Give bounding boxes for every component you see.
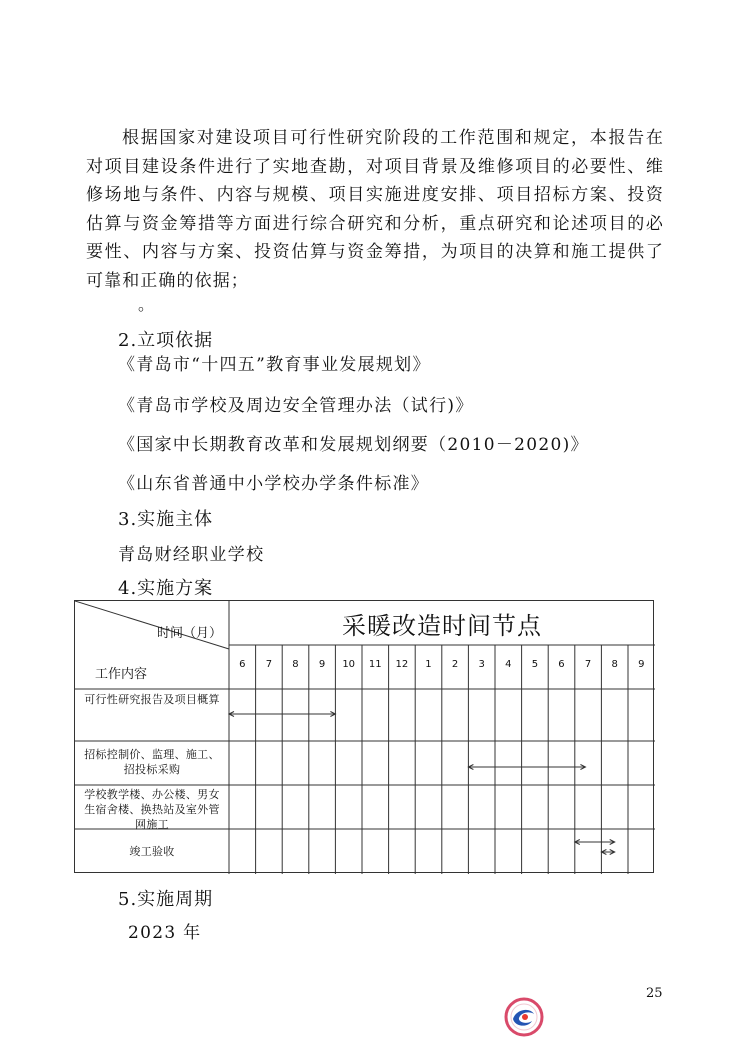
- basis-item-2: 《青岛市学校及周边安全管理办法（试行)》: [118, 396, 474, 416]
- month-header: 5: [531, 659, 539, 670]
- corner-time-label: 时间（月）: [157, 626, 223, 641]
- month-header: 7: [265, 659, 273, 670]
- task-construction: 学校教学楼、办公楼、男女生宿舍楼、换热站及室外管网施工: [84, 788, 220, 831]
- basis-heading: 2.立项依据: [118, 330, 214, 351]
- plan-heading: 4.实施方案: [118, 578, 214, 599]
- gantt-title: 采暖改造时间节点: [342, 611, 542, 640]
- month-header: 7: [584, 659, 592, 670]
- subject-text: 青岛财经职业学校: [118, 545, 265, 565]
- subject-heading: 3.实施主体: [118, 509, 214, 530]
- period-text: 2023 年: [128, 923, 202, 943]
- task-acceptance: 竣工验收: [129, 845, 175, 858]
- month-header: 11: [368, 659, 382, 670]
- period-heading: 5.实施周期: [118, 889, 214, 910]
- gantt-table: [74, 600, 654, 873]
- month-header: 1: [425, 659, 432, 670]
- school-emblem-icon: [504, 997, 544, 1037]
- basis-item-4: 《山东省普通中小学校办学条件标准》: [118, 474, 430, 494]
- month-header: 3: [478, 659, 485, 670]
- timeline-arrow: [468, 765, 585, 770]
- month-header: 2: [451, 659, 459, 670]
- task-feasibility: 可行性研究报告及项目概算: [84, 693, 220, 706]
- timeline-arrow: [601, 850, 614, 855]
- basis-item-3: 《国家中长期教育改革和发展规划纲要（2010－2020)》: [118, 435, 589, 455]
- month-header: 9: [318, 659, 326, 670]
- month-header: 9: [638, 659, 645, 670]
- month-header: 12: [395, 659, 409, 670]
- stray-period: 。: [138, 295, 155, 314]
- intro-paragraph: 根据国家对建设项目可行性研究阶段的工作范围和规定，本报告在对项目建设条件进行了实地查勘，对项目背景及维修项目的必要性、维修场地与条件、内容与规模、项目实施进度安排、项目招标方案、投资估算与资金筹措等方面进行综合研究和分析，重点研究和论述项目的必要性、内容与方案、投资估算与资金筹措，为项目的决算和施工提供了可靠和正确的依据；: [86, 128, 664, 291]
- month-header: 6: [558, 659, 565, 670]
- timeline-arrow: [575, 840, 615, 845]
- basis-item-1: 《青岛市“十四五”教育事业发展规划》: [118, 355, 431, 375]
- task-bidding: 招标控制价、监理、施工、招投标采购: [84, 748, 220, 776]
- month-header: 6: [239, 659, 246, 670]
- month-header: 4: [505, 659, 512, 670]
- page-number: 25: [646, 986, 663, 1001]
- month-header: 8: [611, 659, 618, 670]
- corner-work-label: 工作内容: [95, 667, 148, 682]
- month-header: 10: [342, 659, 356, 670]
- month-header: 8: [292, 659, 299, 670]
